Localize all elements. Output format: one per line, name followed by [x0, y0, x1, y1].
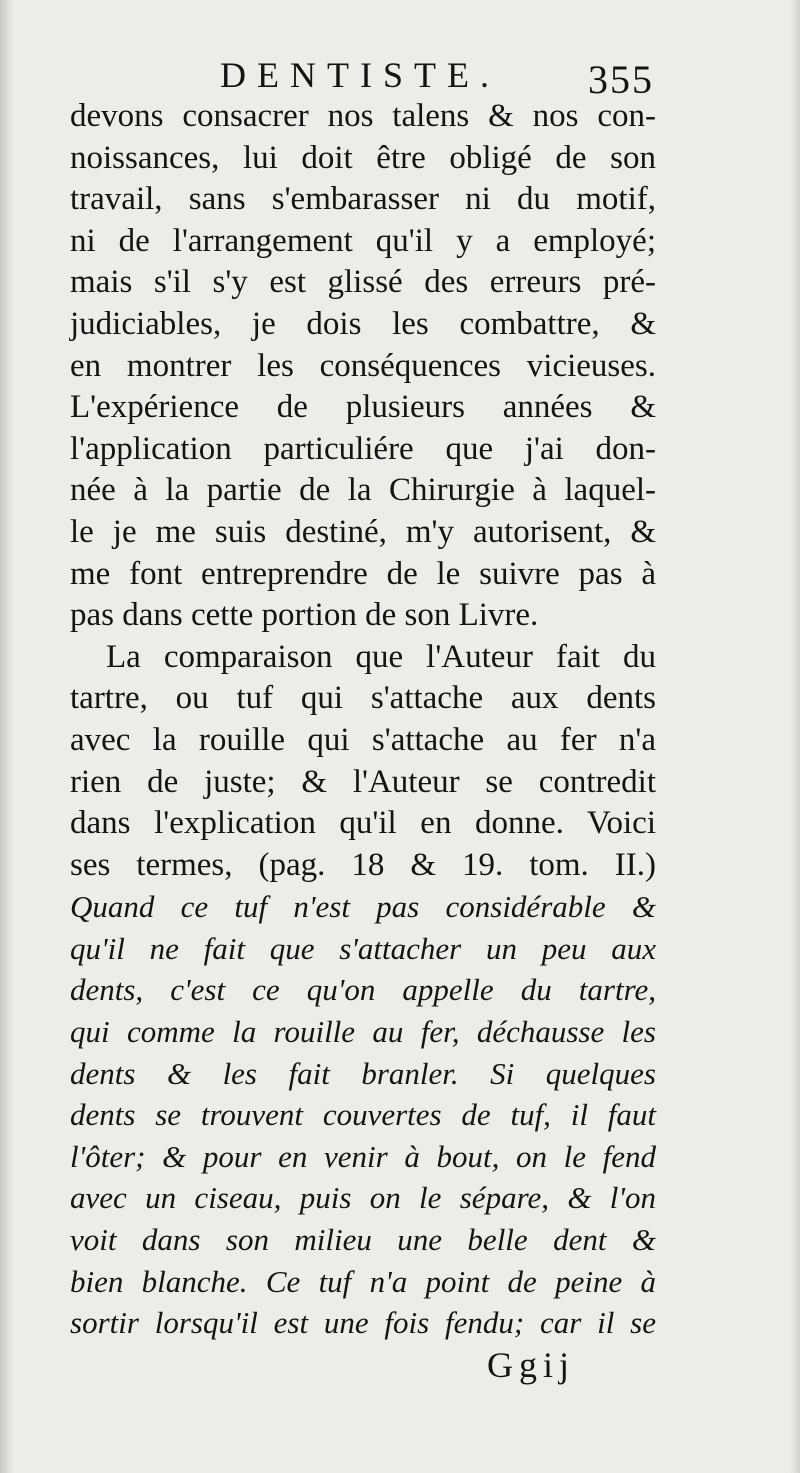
quote-line: dents & les fait branler. Si quelques: [70, 1055, 656, 1091]
running-head: DENTISTE.: [220, 55, 500, 95]
text-line: dans l'explication qu'il en donne. Voici: [70, 805, 656, 842]
paragraph-2: [70, 637, 656, 887]
text-line: le je me suis destiné, m'y autorisent, &: [70, 513, 656, 550]
quotation: [70, 886, 656, 1344]
quote-line: bien blanche. Ce tuf n'a point de peine à: [70, 1263, 656, 1299]
text-line: l'application particuliére que j'ai don-: [70, 430, 656, 467]
quote-line: l'ôter; & pour en venir à bout, on le fend: [70, 1138, 656, 1174]
text-line: ni de l'arrangement qu'il y a employé;: [70, 222, 656, 259]
text-line: en montrer les conséquences vicieuses.: [70, 347, 656, 384]
page-body: [70, 96, 656, 1344]
quote-line: avec un ciseau, puis on le sépare, & l'on: [70, 1180, 656, 1216]
quote-line: Quand ce tuf n'est pas considérable &: [70, 889, 656, 925]
quote-line: dents, c'est ce qu'on appelle du tartre,: [70, 972, 656, 1008]
text-line: rien de juste; & l'Auteur se contredit: [70, 763, 656, 800]
text-line: me font entreprendre de le suivre pas à: [70, 555, 656, 592]
text-line: devons consacrer nos talens & nos con-: [70, 98, 656, 134]
quote-line: dents se trouvent couvertes de tuf, il faut: [70, 1097, 656, 1133]
text-line: L'expérience de plusieurs années &: [70, 389, 656, 426]
text-line: La comparaison que l'Auteur fait du: [106, 638, 656, 675]
quote-line: voit dans son milieu une belle dent &: [70, 1222, 656, 1258]
text-line: judiciables, je dois les combattre, &: [70, 305, 656, 342]
text-line: ses termes, (pag. 18 & 19. tom. II.): [70, 846, 656, 883]
quote-line: qui comme la rouille au fer, déchausse les: [70, 1014, 656, 1050]
quote-line: qu'il ne fait que s'attacher un peu aux: [70, 930, 656, 966]
text-line: tartre, ou tuf qui s'attache aux dents: [70, 680, 656, 717]
page-header: [70, 52, 660, 102]
text-line: noissances, lui doit être obligé de son: [70, 139, 656, 176]
text-line: avec la rouille qui s'attache au fer n'a: [70, 721, 656, 758]
text-line: travail, sans s'embarasser ni du motif,: [70, 181, 656, 218]
page-number: 355: [588, 57, 654, 102]
text-line: née à la partie de la Chirurgie à laquel-: [70, 472, 656, 509]
signature-mark: Ggij: [487, 1345, 576, 1385]
paragraph-1: [70, 96, 656, 637]
quote-line: sortir lorsqu'il est une fois fendu; car il se: [70, 1305, 656, 1341]
text-line: pas dans cette portion de son Livre.: [70, 597, 539, 634]
text-line: mais s'il s'y est glissé des erreurs pré-: [70, 264, 656, 301]
